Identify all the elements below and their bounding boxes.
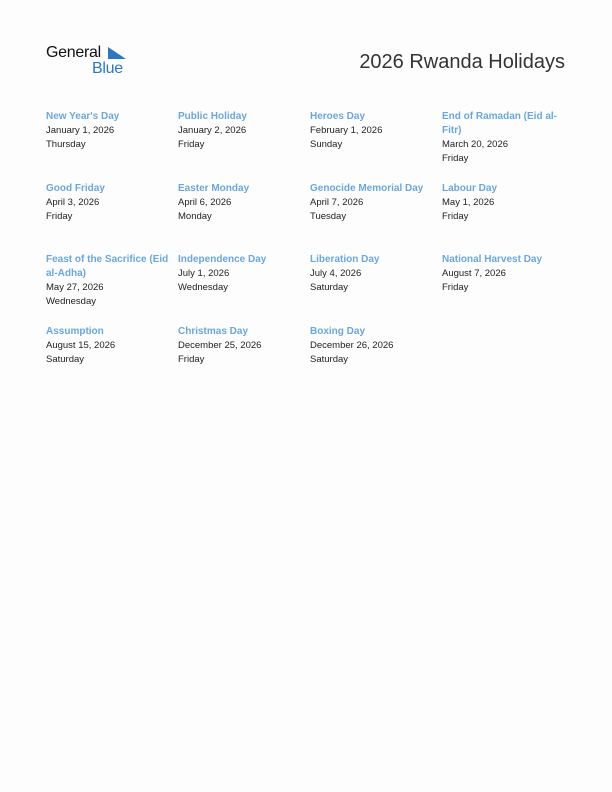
holiday-item (442, 253, 574, 325)
holiday-item (46, 253, 178, 325)
holiday-name: Boxing Day (310, 326, 366, 337)
holiday-item (178, 182, 310, 253)
holiday-item (46, 110, 178, 182)
page-title: 2026 Rwanda Holidays (359, 51, 565, 73)
holiday-weekday: Saturday (310, 281, 349, 293)
brand-name-blue: Blue (92, 60, 123, 77)
holiday-name: Feast of the Sacrifice (Eid al-Adha) (46, 254, 169, 279)
holiday-weekday: Friday (178, 138, 205, 150)
holiday-weekday: Wednesday (46, 295, 96, 307)
holiday-weekday: Friday (442, 281, 469, 293)
holiday-name: New Year's Day (46, 111, 120, 122)
brand-name-general: General (46, 44, 101, 61)
holiday-date: December 25, 2026 (178, 340, 262, 351)
holiday-weekday: Monday (178, 210, 212, 222)
holiday-name: Assumption (46, 326, 104, 337)
holiday-item (178, 325, 310, 385)
holiday-date: August 7, 2026 (442, 268, 506, 279)
holiday-name: Independence Day (178, 254, 267, 265)
holiday-item (310, 182, 442, 253)
holiday-name: Christmas Day (178, 326, 249, 337)
holiday-date: July 1, 2026 (178, 268, 230, 279)
holiday-date: April 6, 2026 (178, 197, 232, 208)
holiday-weekday: Friday (46, 210, 73, 222)
holiday-name: Heroes Day (310, 111, 366, 122)
holiday-name: Good Friday (46, 183, 105, 194)
holiday-date: March 20, 2026 (442, 139, 509, 150)
holiday-date: August 15, 2026 (46, 340, 116, 351)
holiday-item (178, 110, 310, 182)
holiday-grid (46, 110, 574, 385)
holiday-date: January 2, 2026 (178, 125, 247, 136)
holiday-item (46, 182, 178, 253)
holiday-name: Labour Day (442, 183, 498, 194)
holiday-weekday: Friday (442, 210, 469, 222)
holiday-weekday: Friday (442, 152, 469, 164)
holiday-weekday: Wednesday (178, 281, 228, 293)
brand-logo (46, 44, 136, 80)
holiday-weekday: Friday (178, 353, 205, 365)
holiday-name: Public Holiday (178, 111, 247, 122)
holiday-date: May 1, 2026 (442, 197, 495, 208)
holiday-date: February 1, 2026 (310, 125, 383, 136)
holiday-weekday: Thursday (46, 138, 86, 150)
holiday-weekday: Saturday (46, 353, 85, 365)
holiday-item (442, 182, 574, 253)
holiday-name: National Harvest Day (442, 254, 543, 265)
holiday-item (46, 325, 178, 385)
holiday-name: End of Ramadan (Eid al-Fitr) (442, 111, 558, 136)
holiday-name: Liberation Day (310, 254, 380, 265)
holiday-item (310, 110, 442, 182)
holiday-weekday: Saturday (310, 353, 349, 365)
holiday-date: July 4, 2026 (310, 268, 362, 279)
holiday-weekday: Sunday (310, 138, 343, 150)
holiday-date: May 27, 2026 (46, 282, 104, 293)
holiday-name: Genocide Memorial Day (310, 183, 424, 194)
holiday-date: December 26, 2026 (310, 340, 394, 351)
holiday-item (178, 253, 310, 325)
holiday-name: Easter Monday (178, 183, 250, 194)
brand-flag-icon (106, 47, 126, 61)
holiday-item (310, 253, 442, 325)
holiday-item (310, 325, 442, 385)
holiday-date: April 3, 2026 (46, 197, 100, 208)
holiday-date: January 1, 2026 (46, 125, 115, 136)
holiday-item (442, 110, 574, 182)
holiday-weekday: Tuesday (310, 210, 347, 222)
holiday-date: April 7, 2026 (310, 197, 364, 208)
